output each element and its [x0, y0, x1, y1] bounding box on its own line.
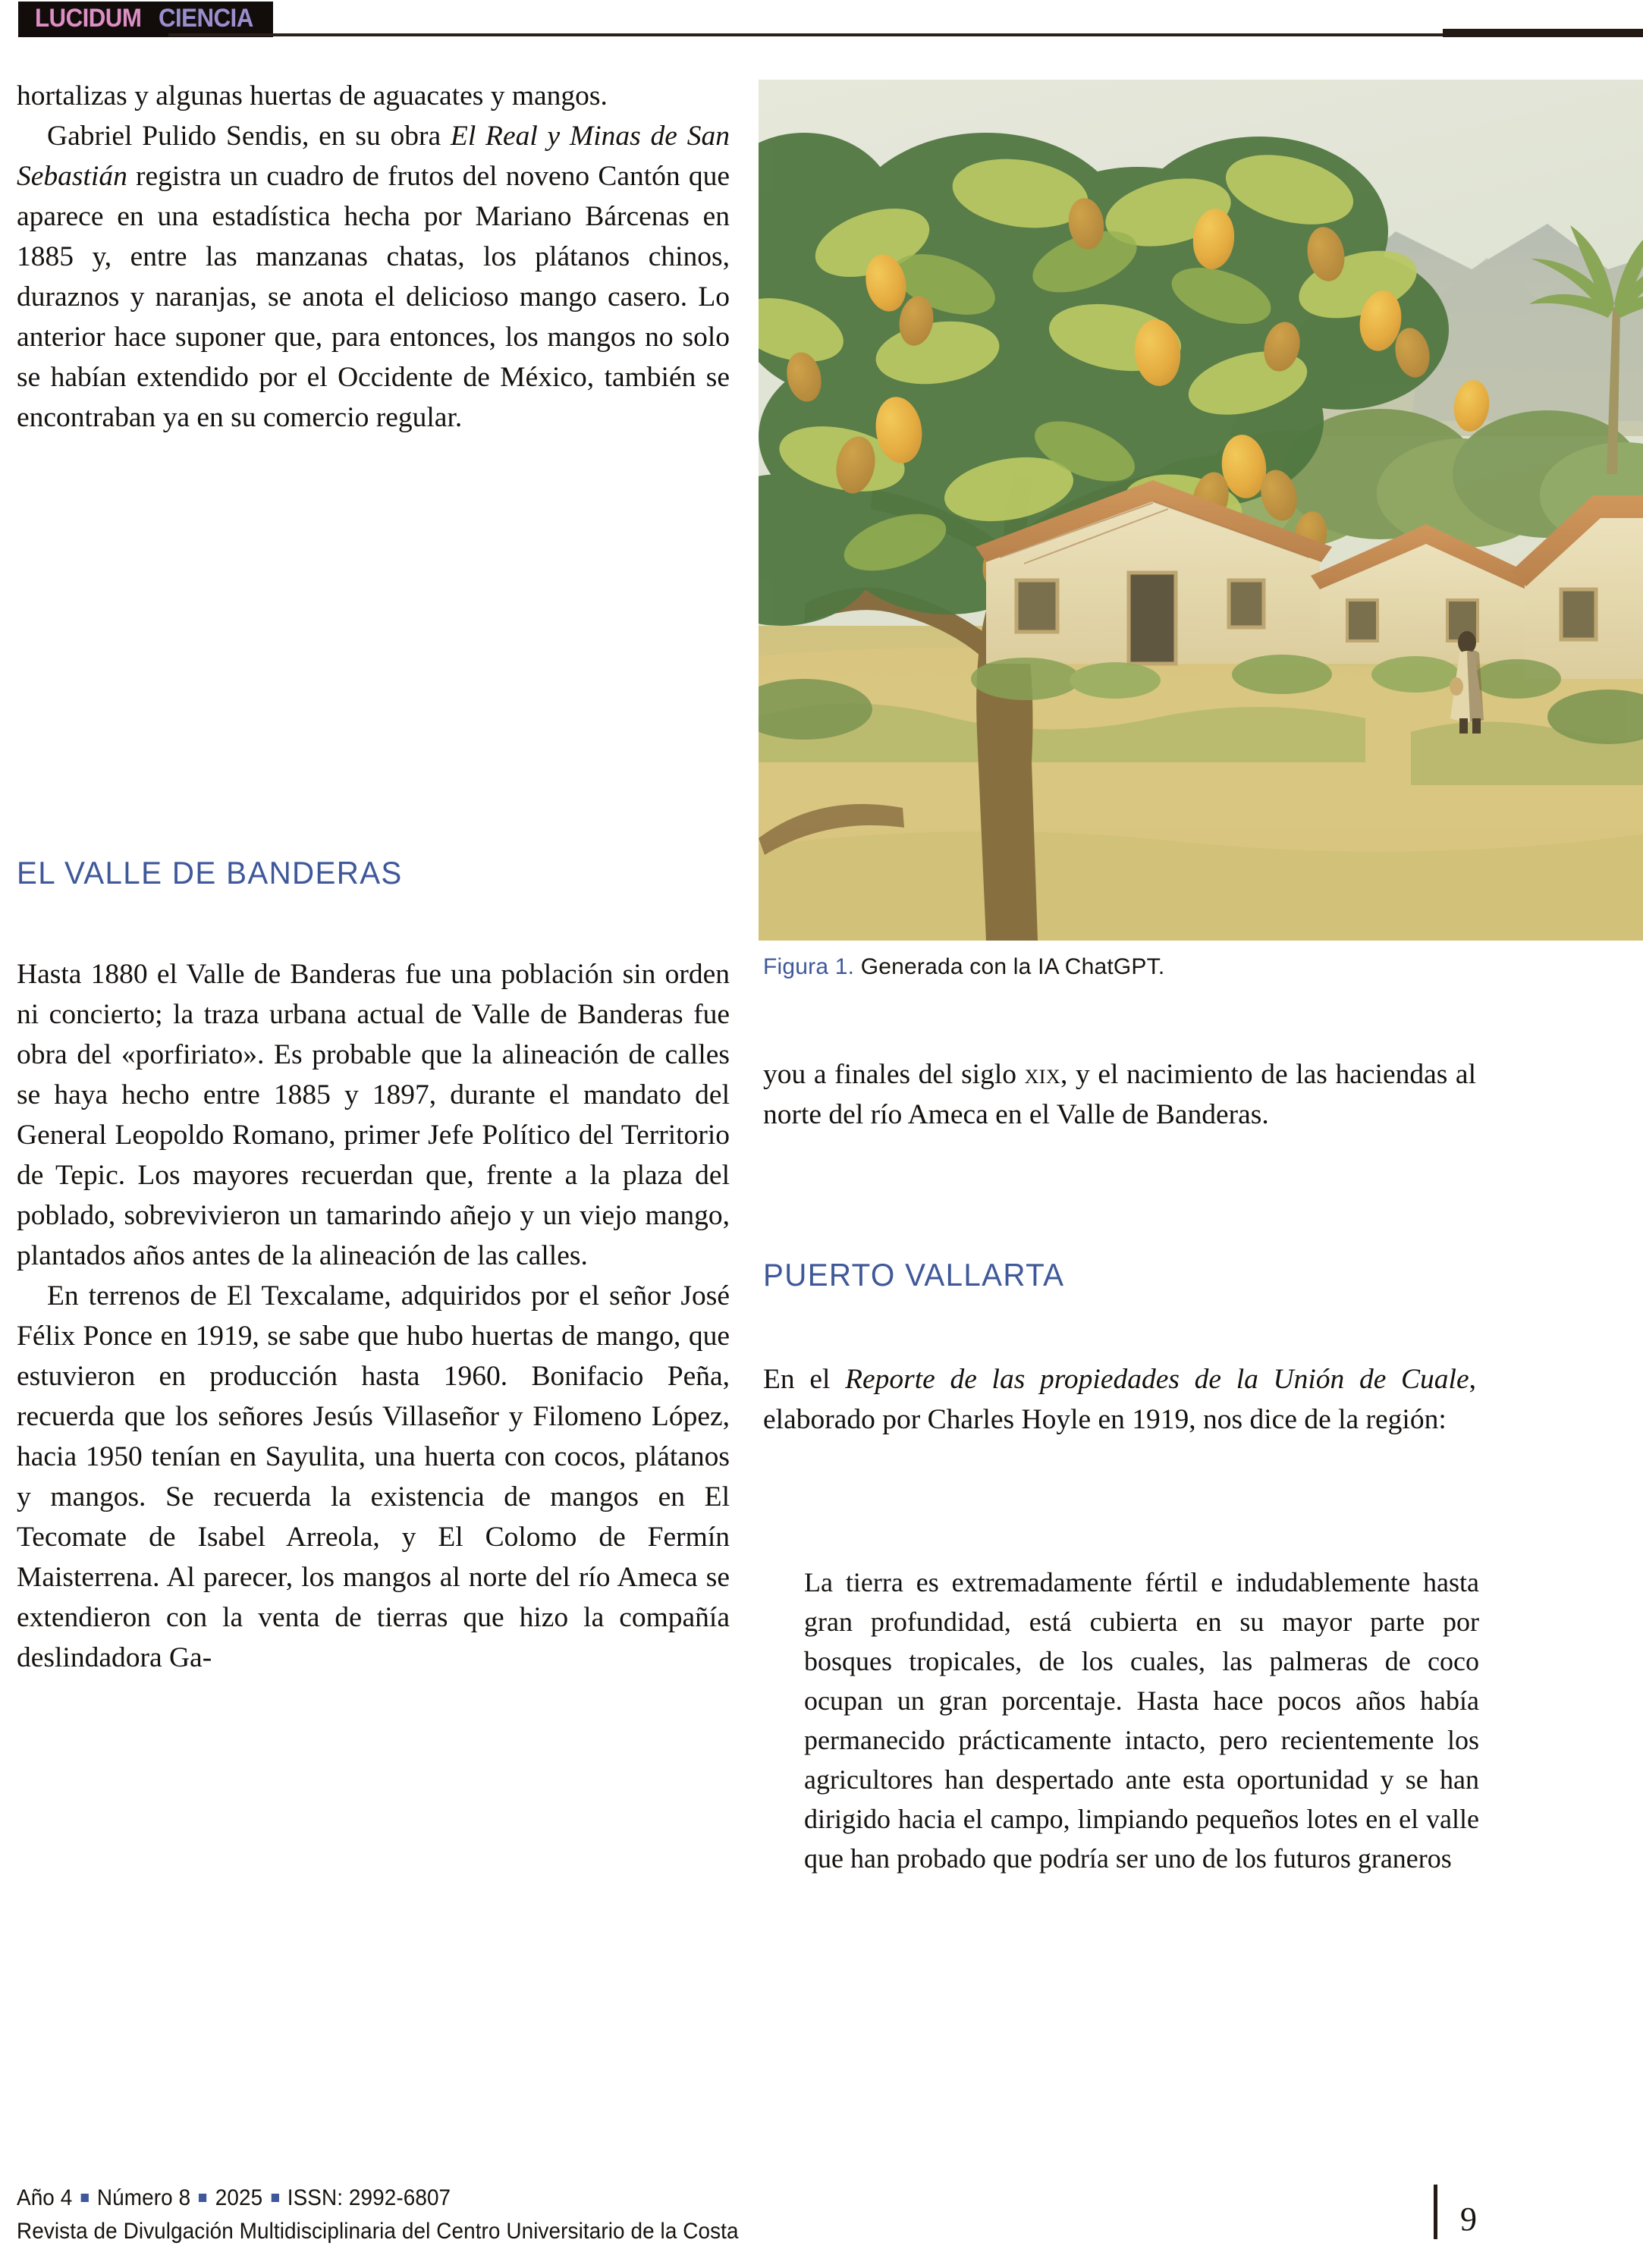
blockquote-charles-hoyle [804, 1563, 1479, 1878]
paragraph-hasta-1880: Hasta 1880 el Valle de Banderas fue una población sin orden ni concierto; la traza urbana actual de Valle de Banderas fue obra del «porfiriato». Es probable que la alineación de calles se haya hecho entre 1885 y 1897, durante el mandato del General Leopoldo Romano, primer Jefe Político del Territorio de Tepic. Los mayores recuerdan que, frente a la plaza del poblado, sobrevivieron un tamarindo añejo y un viejo mango, plantados años antes de la alineación de las calles. [17, 959, 730, 1271]
right-column-upper [763, 1054, 1476, 1135]
footer-journal-line: Revista de Divulgación Multidisciplinaria del Centro Universitario de la Costa [17, 2219, 739, 2244]
header-rule-thick [1443, 29, 1643, 37]
paragraph-hortalizas [17, 76, 730, 116]
footer-date: 2025 [215, 2185, 263, 2210]
header-rule-thin [168, 33, 1443, 36]
footer-separator-icon [81, 2194, 89, 2202]
paragraph-gabriel-pulido [17, 116, 730, 438]
document-title-reporte: Reporte de las propiedades de la Unión de Cuale [845, 1364, 1469, 1395]
footer-issn: ISSN: 2992-6807 [287, 2185, 451, 2210]
page-header [0, 0, 1643, 55]
paragraph-text-pre: Gabriel Pulido Sendis, en su obra [47, 121, 451, 152]
section-heading-el-valle-de-banderas: EL VALLE DE BANDERAS [17, 855, 403, 891]
page-number: 9 [1460, 2200, 1477, 2238]
left-column-lower [17, 954, 730, 1678]
folio-rule [1434, 2185, 1437, 2239]
figure-1-caption [763, 954, 1164, 980]
paper-texture-overlay [759, 80, 1643, 941]
paragraph-text-pre: En el [763, 1364, 846, 1395]
figure-caption-label: Figura 1. [763, 954, 855, 979]
book-title-el-real: El Real y Minas de San Sebastián [17, 121, 730, 192]
footer-separator-icon [199, 2194, 206, 2202]
right-column-lower [763, 1359, 1476, 1440]
figure-1-image [759, 80, 1643, 941]
paragraph-reporte-union-de-cuale [763, 1359, 1476, 1440]
paragraph-text-post: , elaborado por Charles Hoyle en 1919, nos dice de la región: [763, 1364, 1476, 1435]
footer-issue-line [17, 2182, 739, 2215]
footer-year: Año 4 [17, 2185, 73, 2210]
page-footer [17, 2182, 793, 2248]
small-caps-xix: xix [1024, 1059, 1061, 1090]
masthead-badge [18, 2, 273, 37]
section-heading-puerto-vallarta-wrapper [763, 1258, 1077, 1293]
left-column-upper [17, 76, 730, 438]
footer-number: Número 8 [96, 2185, 191, 2210]
paragraph-you-a-finales [763, 1054, 1476, 1135]
section-heading-puerto-vallarta: PUERTO VALLARTA [763, 1257, 1065, 1293]
paragraph-text-post: registra un cuadro de frutos del noveno Cantón que aparece en una estadística hecha por Mariano Bárcenas en 1885 y, entre las manzanas chatas, los plátanos chinos, duraznos y naranjas, se anota el delicioso mango casero. Lo anterior hace suponer que, para entonces, los mangos no solo se habían extendido por el Occidente de México, también se encontraban ya en su comercio regular. [17, 161, 730, 433]
paragraph-el-texcalame: En terrenos de El Texcalame, adquiridos por el señor José Félix Ponce en 1919, se sabe que hubo huertas de mango, que estuvieron en producción hasta 1960. Bonifacio Peña, recuerda que los señores Jesús Villaseñor y Filomeno López, hacia 1950 tenían en Sayulita, una huerta con cocos, plátanos y mangos. Se recuerda la existencia de mangos en El Tecomate de Isabel Arreola, y El Colomo de Fermín Maisterrena. Al parecer, los mangos al norte del río Ameca se extendieron con la venta de tierras que hizo la compañía deslindadora Ga- [17, 1280, 730, 1673]
paragraph-text-pre: you a finales del siglo [763, 1059, 1025, 1090]
village-mango-tree-illustration [759, 80, 1643, 941]
page-folio [1434, 2185, 1477, 2239]
figure-caption-text: Generada con la IA ChatGPT. [854, 954, 1165, 979]
blockquote-text: La tierra es extremadamente fértil e indudablemente hasta gran profundidad, está cubierta en su mayor parte por bosques tropicales, de los cuales, las palmeras de coco ocupan un gran porcentaje. Hasta hace pocos años había permanecido prácticamente intacto, pero recientemente los agricultores han despertado ante esta oportunidad y se han dirigido hacia el campo, limpiando pequeños lotes en el valle que han probado que podría ser uno de los futuros graneros [804, 1567, 1479, 1874]
paragraph-text: hortalizas y algunas huertas de aguacates y mangos. [17, 80, 608, 112]
footer-separator-icon [271, 2194, 278, 2202]
section-heading-el-valle-de-banderas-wrapper [17, 856, 419, 891]
masthead-word-ciencia: CIENCIA [158, 4, 253, 33]
paragraph-text-post: , y el nacimiento de las haciendas al norte del río Ameca en el Valle de Banderas. [763, 1059, 1476, 1130]
figure-1 [759, 80, 1643, 941]
masthead-word-lucidum: LUCIDUM [35, 4, 142, 33]
